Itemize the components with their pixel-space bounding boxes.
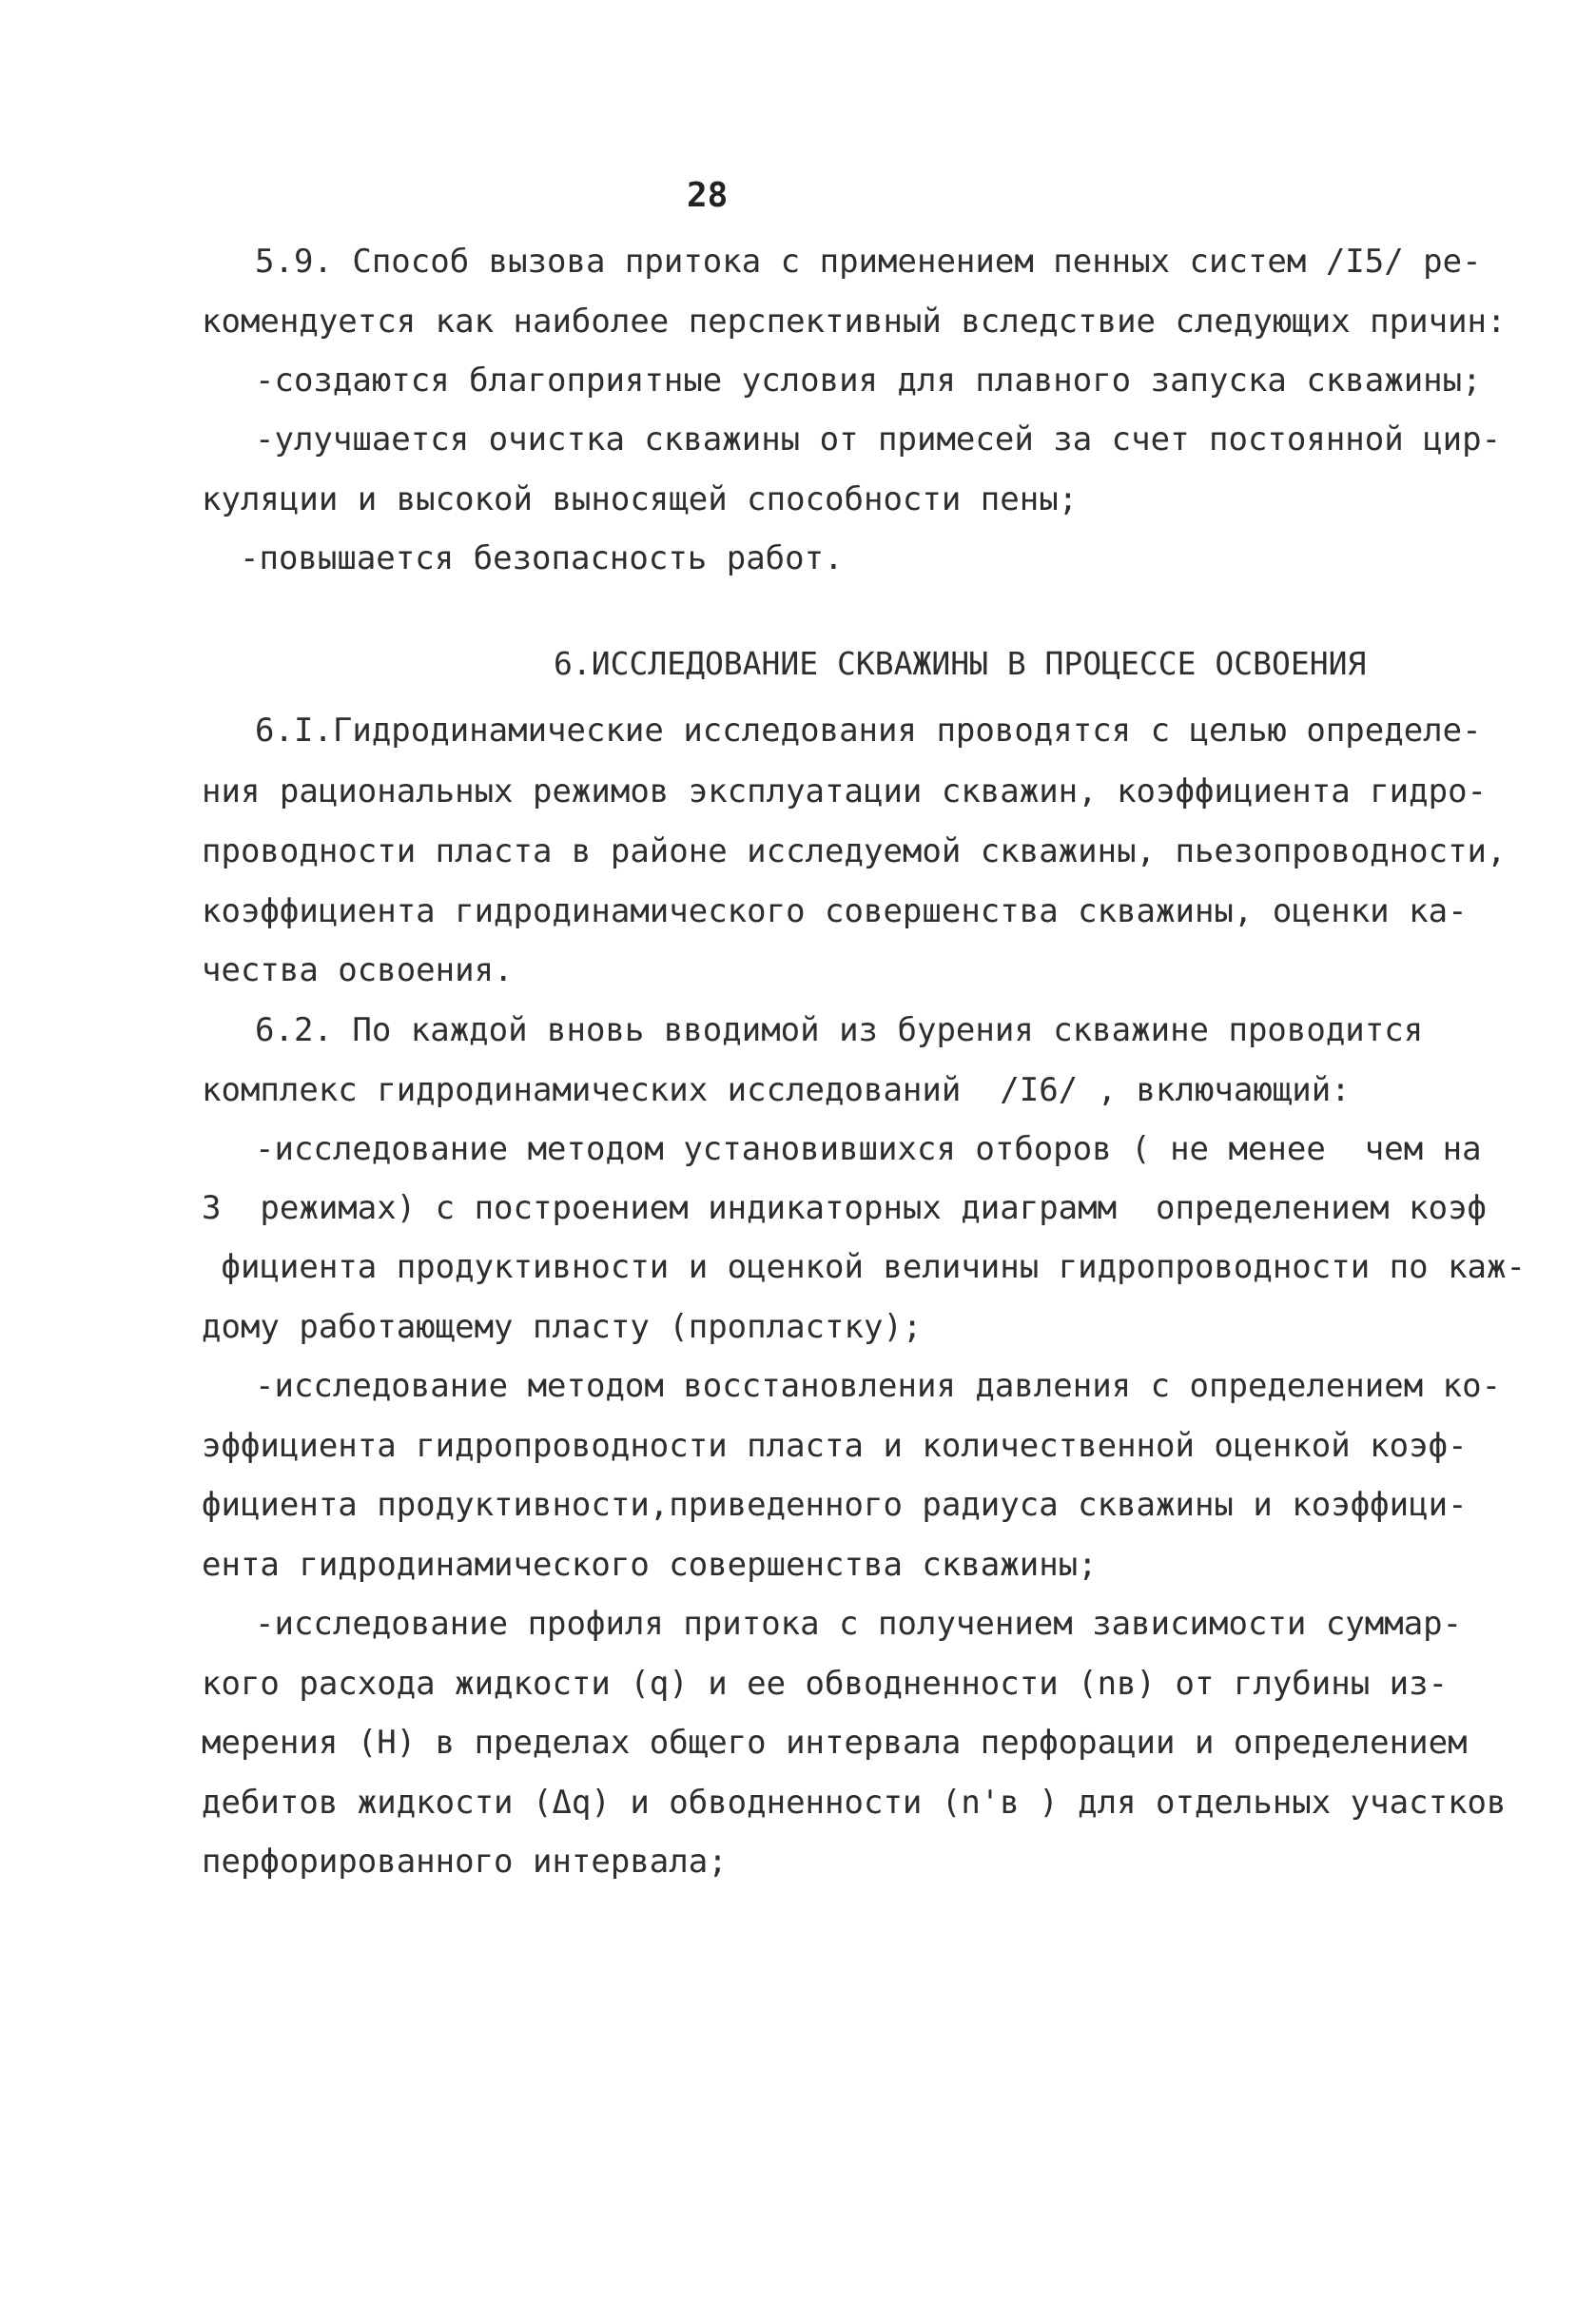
text-line: ента гидродинамического совершенства скважины; bbox=[202, 1546, 1098, 1584]
text-line: -исследование профиля притока с получением зависимости суммар- bbox=[255, 1605, 1463, 1643]
text-line: 3 режимах) с построением индикаторных диаграмм определением коэф bbox=[202, 1189, 1488, 1227]
text-line: чества освоения. bbox=[202, 951, 514, 989]
text-line: комендуется как наиболее перспективный вследствие следующих причин: bbox=[202, 303, 1507, 341]
text-line: дому работающему пласту (пропластку); bbox=[202, 1308, 923, 1346]
section-heading: 6.ИССЛЕДОВАНИЕ СКВАЖИНЫ В ПРОЦЕССЕ ОСВОЕНИЯ bbox=[554, 645, 1367, 682]
text-line: -повышается безопасность работ. bbox=[240, 539, 844, 577]
text-line: 5.9. Способ вызова притока с применением пенных систем /I5/ ре- bbox=[255, 243, 1482, 281]
text-line: комплекс гидродинамических исследований /I6/ , включающий: bbox=[202, 1071, 1351, 1109]
text-line: эффициента гидропроводности пласта и количественной оценкой коэф- bbox=[202, 1427, 1468, 1465]
text-line: ния рациональных режимов эксплуатации скважин, коэффициента гидро- bbox=[202, 772, 1488, 810]
text-line: -создаются благоприятные условия для плавного запуска скважины; bbox=[255, 361, 1482, 400]
text-line: -исследование методом восстановления давления с определением ко- bbox=[255, 1367, 1502, 1405]
text-line: -исследование методом установившихся отборов ( не менее чем на bbox=[255, 1130, 1482, 1168]
text-line: коэффициента гидродинамического совершенства скважины, оценки ка- bbox=[202, 892, 1468, 930]
text-line: кого расхода жидкости (q) и ее обводненности (nв) от глубины из- bbox=[202, 1665, 1449, 1703]
text-line: фициента продуктивности,приведенного радиуса скважины и коэффици- bbox=[202, 1486, 1468, 1524]
page-number: 28 bbox=[687, 176, 729, 215]
text-line: фициента продуктивности и оценкой величины гидропроводности по каж- bbox=[202, 1248, 1526, 1286]
text-line: 6.2. По каждой вновь вводимой из бурения скважине проводится bbox=[255, 1011, 1424, 1049]
text-line: куляции и высокой выносящей способности пены; bbox=[202, 480, 1079, 518]
text-line: проводности пласта в районе исследуемой скважины, пьезопроводности, bbox=[202, 832, 1507, 870]
text-line: 6.I.Гидродинамические исследования проводятся с целью определе- bbox=[255, 712, 1482, 750]
text-line: дебитов жидкости (Δq) и обводненности (n'в ) для отдельных участков bbox=[202, 1784, 1507, 1822]
text-line: мерения (Н) в пределах общего интервала перфорации и определением bbox=[202, 1724, 1468, 1762]
text-line: -улучшается очистка скважины от примесей за счет постоянной цир- bbox=[255, 420, 1502, 459]
text-line: перфорированного интервала; bbox=[202, 1843, 728, 1881]
